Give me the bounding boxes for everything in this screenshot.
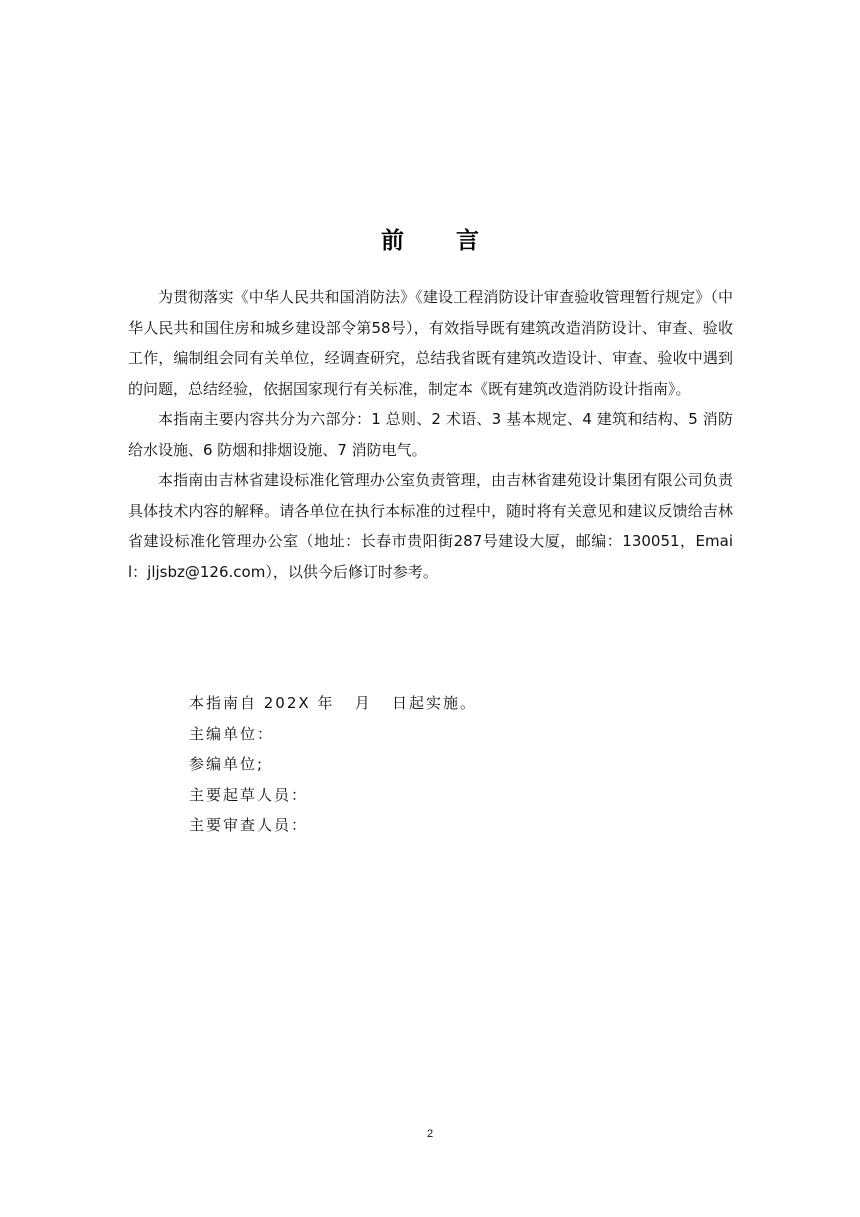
- participating-units-label: 参编单位;: [189, 755, 265, 773]
- main-drafters-label: 主要起草人员：: [189, 785, 309, 804]
- main-reviewers-label: 主要审查人员：: [189, 816, 309, 834]
- preface-paragraph-3: 本指南由吉林省建设标准化管理办公室负责管理，由吉林省建苑设计集团有限公司负责具体技术内容的解释。请各单位在执行本标准的过程中，随时将有关意见和建议反馈给吉林省建设标准化管理办公室（地址：长春市贵阳街287号建设大厦，邮编：130051，Email：jljsbz@126.com），以供今后修订时参考。: [128, 471, 733, 581]
- preface-paragraph-2: 本指南主要内容共分为六部分：1 总则、2 术语、3 基本规定、4 建筑和结构、5 消防给水设施、6 防烟和排烟设施、7 消防电气。: [128, 410, 733, 459]
- page-title: 前 言: [380, 228, 501, 254]
- document-info: [189, 688, 477, 841]
- implementation-date: 本指南自 202X 年 月 日起实施。: [189, 694, 478, 712]
- chief-unit-label: 主编单位：: [189, 724, 275, 743]
- preface-body: [128, 282, 733, 587]
- page-number: 2: [426, 1128, 434, 1140]
- preface-paragraph-1: 为贯彻落实《中华人民共和国消防法》《建设工程消防设计审查验收管理暂行规定》（中华人民共和国住房和城乡建设部令第58号），有效指导既有建筑改造消防设计、审查、验收工作，编制组会同有关单位，经调查研究，总结我省既有建筑改造设计、审查、验收中遇到的问题，总结经验，依据国家现行有关标准，制定本《既有建筑改造消防设计指南》。: [128, 288, 733, 398]
